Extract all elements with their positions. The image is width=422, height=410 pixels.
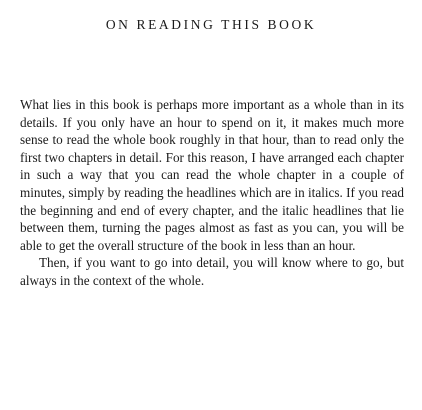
- page-heading: ON READING THIS BOOK: [105, 17, 317, 32]
- paragraph-2: Then, if you want to go into detail, you will know where to go, but always in the context of the whole.: [20, 255, 404, 288]
- body-text: [20, 96, 404, 290]
- paragraph-1: What lies in this book is perhaps more important as a whole than in its details. If you only have an hour to spend on it, it makes much more sense to read the whole book roughly in that hour, than to read only the first two chapters in detail. For this reason, I have arranged each chapter in such a way that you can read the whole chapter in a couple of minutes, simply by reading the headlines which are in italics. If you read the beginning and end of every chapter, and the italic headlines that lie between them, turning the pages almost as fast as you can, you will be able to get the overall structure of the book in less than an hour.: [20, 97, 404, 253]
